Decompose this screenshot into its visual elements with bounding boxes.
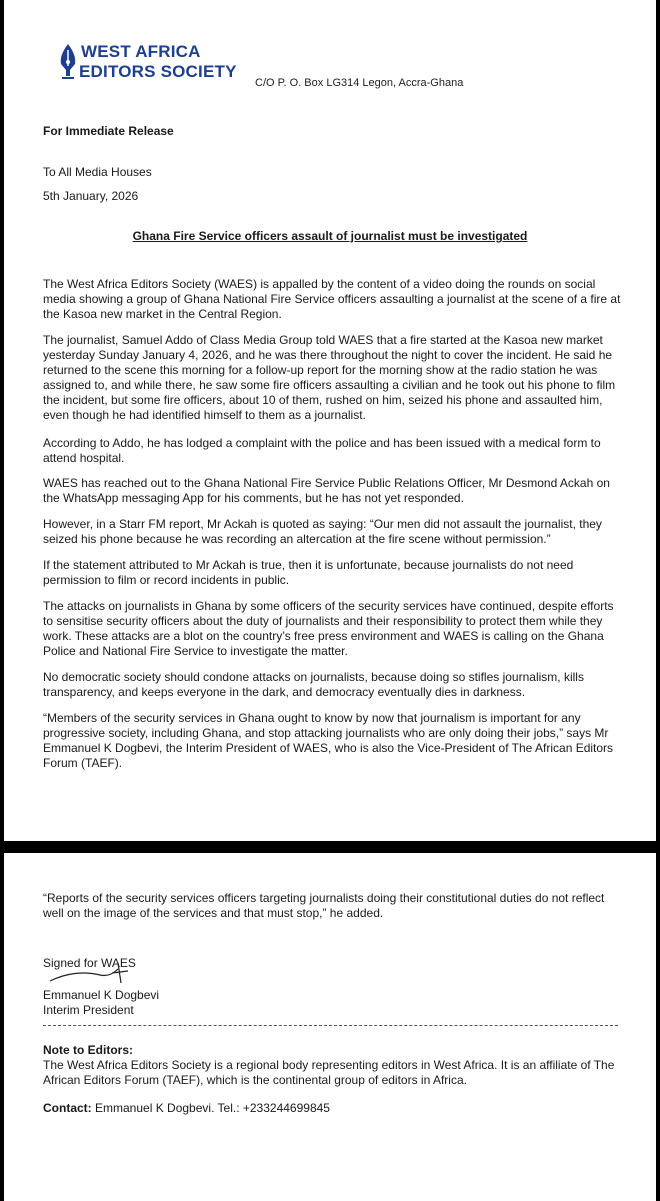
body-paragraph-8: No democratic society should condone attacks on journalists, because doing so stifles journalism, kills transparency, and keeps everyone in the dark, and democracy eventually dies in darkness.: [43, 670, 584, 699]
release-label: For Immediate Release: [43, 124, 174, 138]
body-paragraph-4: WAES has reached out to the Ghana National Fire Service Public Relations Officer, Mr Desmond Ackah on the WhatsApp messaging App for his comments, but he has not yet responded.: [43, 476, 610, 505]
signature-mark: [48, 959, 138, 987]
section-divider: [43, 1025, 618, 1026]
body-paragraph-6: If the statement attributed to Mr Ackah is true, then it is unfortunate, because journalists do not need permission to film or record incidents in public.: [43, 558, 574, 587]
recipients-line: To All Media Houses: [43, 165, 152, 179]
org-name-line-2: EDITORS SOCIETY: [79, 62, 237, 81]
pen-nib-icon: [59, 44, 77, 80]
headline: Ghana Fire Service officers assault of journalist must be investigated: [132, 229, 528, 243]
body-paragraph-5: However, in a Starr FM report, Mr Ackah is quoted as saying: “Our men did not assault the journalist, they seized his phone because he was recording an altercation at the fire scene without permission.”: [43, 517, 602, 546]
body-paragraph-7: The attacks on journalists in Ghana by some officers of the security services have continued, despite efforts to sensitise security officers about the duty of journalists and their responsibility to protect them while they work. These attacks are a blot on the country’s free press environment and WAES is calling on the Ghana Police and National Fire Service to investigate the matter.: [43, 599, 614, 658]
closing-quote: “Reports of the security services officers targeting journalists doing their constitutional duties do not reflect well on the image of the services and that must stop,” he added.: [43, 891, 605, 920]
note-heading: Note to Editors:: [43, 1043, 133, 1057]
org-address: C/O P. O. Box LG314 Legon, Accra-Ghana: [255, 77, 464, 89]
signatory-title: Interim President: [43, 1003, 134, 1017]
note-body: The West Africa Editors Society is a regional body representing editors in West Africa. It is an affiliate of The African Editors Forum (TAEF), which is the continental group of editors in Africa.: [43, 1058, 615, 1087]
contact-label: Contact:: [43, 1101, 92, 1115]
contact-line: [43, 1101, 330, 1116]
body-paragraph-3: According to Addo, he has lodged a complaint with the police and has been issued with a medical form to attend hospital.: [43, 436, 601, 465]
org-name-line-1: WEST AFRICA: [81, 42, 201, 61]
body-paragraph-1: The West Africa Editors Society (WAES) is appalled by the content of a video doing the rounds on social media showing a group of Ghana National Fire Service officers assaulting a journalist at the scene of a fire at the Kasoa new market in the Central Region.: [43, 277, 621, 321]
signed-for-label: Signed for WAES: [43, 956, 136, 970]
body-paragraph-9: “Members of the security services in Ghana ought to know by now that journalism is important for any progressive society, including Ghana, and stop attacking journalists who are only doing their jobs,” says Mr Emmanuel K Dogbevi, the Interim President of WAES, who is also the Vice-President of The African Editors Forum (TAEF).: [43, 711, 614, 770]
document-page-2: [4, 853, 656, 1201]
signatory-name: Emmanuel K Dogbevi: [43, 988, 160, 1002]
document-page-1: [4, 0, 656, 841]
release-date: 5th January, 2026: [43, 189, 139, 203]
contact-value: Emmanuel K Dogbevi. Tel.: +233244699845: [95, 1101, 330, 1115]
body-paragraph-2: The journalist, Samuel Addo of Class Media Group told WAES that a fire started at the Kasoa new market yesterday Sunday January 4, 2026, and he was there throughout the night to cover the incident. He said he returned to the scene this morning for a follow-up report for the morning show at the radio station he was assigned to, and while there, he saw some fire officers assaulting a civilian and he took out his phone to film the incident, but some fire officers, about 10 of them, rushed on him, seized his phone and assaulted him, even though he had identified himself to them as a journalist.: [43, 333, 616, 422]
